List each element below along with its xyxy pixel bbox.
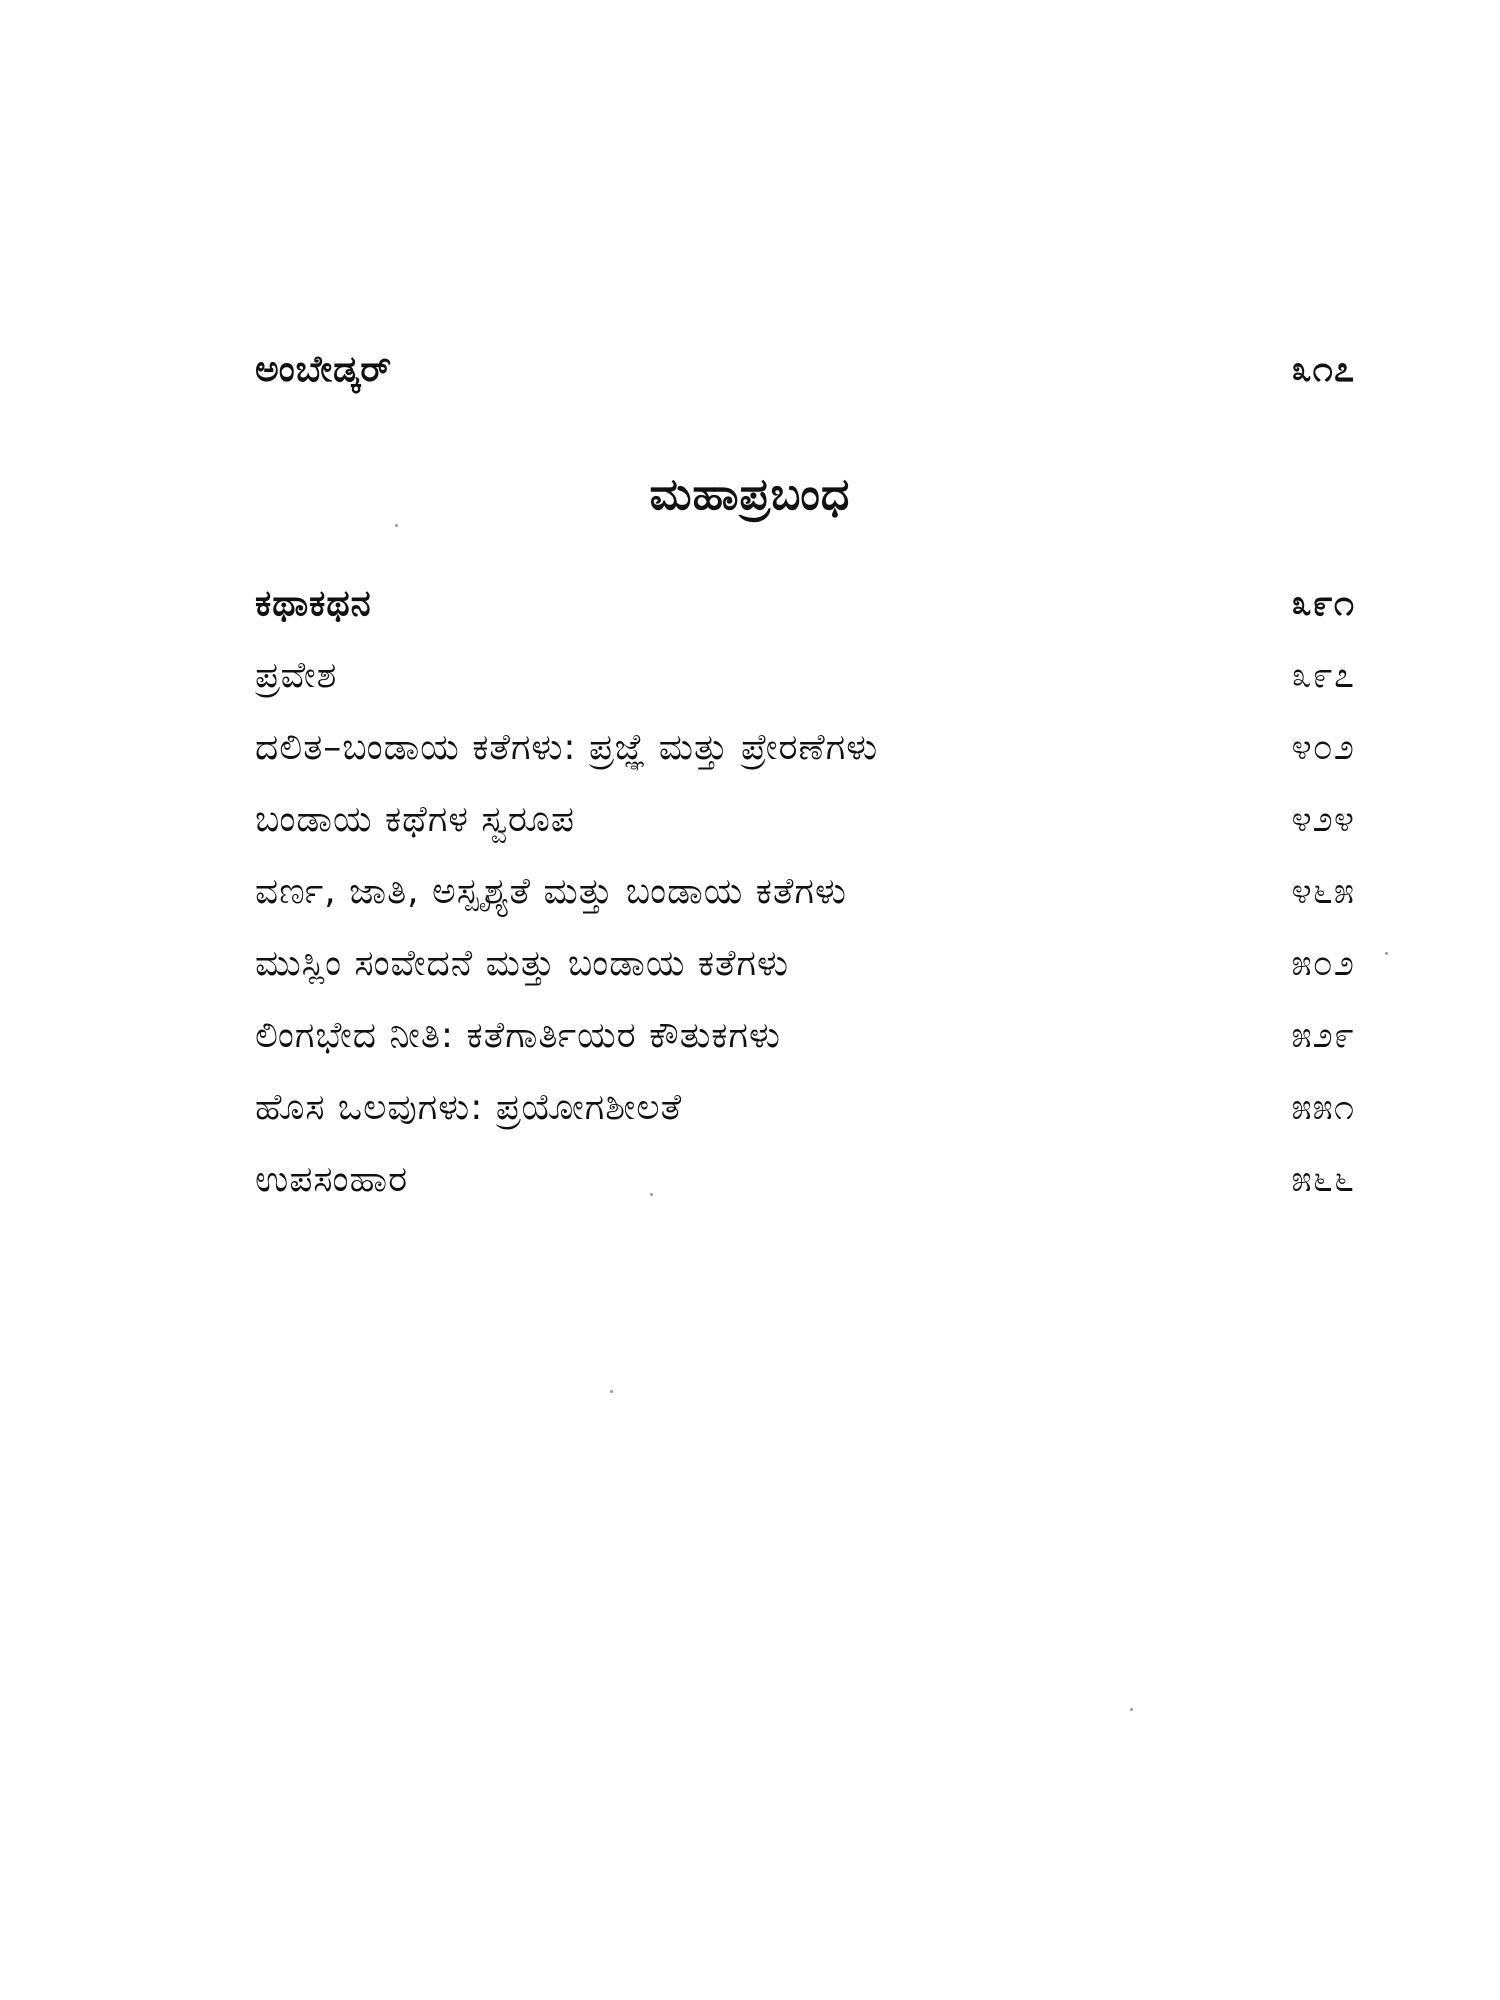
toc-entry-title: ಹೊಸ ಒಲವುಗಳು: ಪ್ರಯೋಗಶೀಲತೆ [255,1087,683,1128]
toc-entry-page: ೫೦೨ [1291,943,1355,984]
toc-entry-title: ಮುಸ್ಲಿಂ ಸಂವೇದನೆ ಮತ್ತು ಬಂಡಾಯ ಕತೆಗಳು [255,943,790,984]
scan-speck [1385,952,1388,955]
toc-entry [255,798,1355,842]
toc-entry-page: ೪೦೨ [1291,727,1355,768]
toc-entry [255,582,1355,626]
toc-entry [255,348,1355,392]
toc-entry [255,870,1355,914]
toc-entry-page: ೪೨೪ [1291,799,1355,840]
toc-entry-title: ಅಂಬೇಡ್ಕರ್ [255,349,393,390]
toc-entry-title: ದಲಿತ–ಬಂಡಾಯ ಕತೆಗಳು: ಪ್ರಜ್ಞೆ ಮತ್ತು ಪ್ರೇರಣೆಗಳು [255,727,879,768]
toc-entry-title: ಪ್ರವೇಶ [255,655,338,696]
scan-speck [610,1390,613,1393]
toc-entry-title: ಉಪಸಂಹಾರ [255,1159,409,1200]
toc-entry [255,726,1355,770]
toc-entry [255,1158,1355,1202]
scan-speck [650,1193,653,1196]
toc-entry-page: ೫೫೧ [1291,1087,1355,1128]
toc-entry-title: ವರ್ಣ, ಜಾತಿ, ಅಸ್ಪೃಶ್ಯತೆ ಮತ್ತು ಬಂಡಾಯ ಕತೆಗಳು [255,871,847,912]
toc-entry-page: ೫೬೬ [1291,1159,1355,1200]
scan-speck [1130,1708,1133,1711]
toc-entry-title: ಲಿಂಗಭೇದ ನೀತಿ: ಕತೆಗಾರ್ತಿಯರ ಕೌತುಕಗಳು [255,1015,781,1056]
toc-entry-page: ೫೨೯ [1291,1015,1355,1056]
toc-entry [255,654,1355,698]
toc-entry-title: ಬಂಡಾಯ ಕಥೆಗಳ ಸ್ವರೂಪ [255,799,575,840]
toc-entry-title: ಕಥಾಕಥನ [255,583,372,624]
scan-speck [395,524,398,527]
toc-entry [255,1014,1355,1058]
toc-entry [255,942,1355,986]
toc-entry-page: ೩೯೭ [1291,655,1355,696]
toc-entry-page: ೩೧೭ [1291,349,1355,390]
toc-entry [255,1086,1355,1130]
toc-entry-page: ೩೯೧ [1291,583,1355,624]
toc-entry-page: ೪೬೫ [1291,871,1355,912]
section-heading: ಮಹಾಪ್ರಬಂಧ [649,469,851,520]
